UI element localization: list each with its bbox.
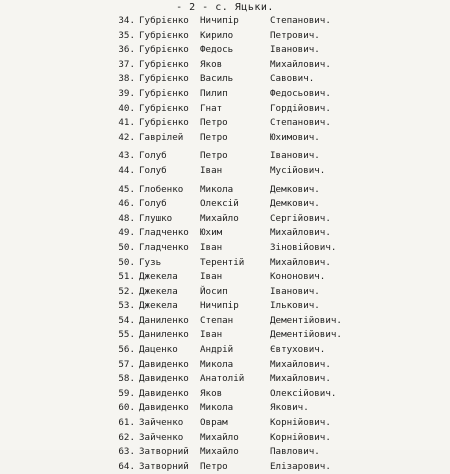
row-number: 53. <box>118 300 135 312</box>
list-row <box>0 58 450 73</box>
given-name: Федось <box>200 44 234 56</box>
row-number: 62. <box>118 431 135 443</box>
list-row <box>0 358 450 373</box>
surname: Затворний <box>139 460 189 472</box>
list-row <box>0 241 450 256</box>
surname: Голуб <box>139 164 167 176</box>
patronymic: Ількович. <box>270 300 320 312</box>
surname: Губрієнко <box>139 87 189 99</box>
surname: Зайченко <box>139 431 184 443</box>
patronymic: Петрович. <box>270 29 320 41</box>
given-name: Петро <box>200 117 228 129</box>
given-name: Терентій <box>200 256 245 268</box>
list-row <box>0 102 450 117</box>
patronymic: Корнійович. <box>270 431 331 443</box>
surname: Затворний <box>139 446 189 458</box>
given-name: Іван <box>200 241 223 253</box>
surname: Давиденко <box>139 387 189 399</box>
row-number: 50. <box>118 256 135 268</box>
given-name: Йосип <box>200 285 228 297</box>
given-name: Гнат <box>200 102 223 114</box>
list-row <box>0 401 450 416</box>
patronymic: Елізарович. <box>270 460 331 472</box>
row-number: 48. <box>118 212 135 224</box>
patronymic: Іванович. <box>270 150 320 162</box>
patronymic: Олексійович. <box>270 387 337 399</box>
patronymic: Зіновійович. <box>270 241 337 253</box>
row-number: 45. <box>118 183 135 195</box>
row-number: 59. <box>118 387 135 399</box>
list-row <box>0 164 450 179</box>
surname: Джекела <box>139 271 178 283</box>
surname: Голуб <box>139 198 167 210</box>
given-name: Іван <box>200 271 223 283</box>
row-number: 49. <box>118 227 135 239</box>
page-header: - 2 - с. Яцьки. <box>176 2 274 13</box>
patronymic: Михайлович. <box>270 227 331 239</box>
row-number: 39. <box>118 87 135 99</box>
given-name: Микола <box>200 183 234 195</box>
row-number: 34. <box>118 15 135 26</box>
patronymic: Демкович. <box>270 183 320 195</box>
row-number: 37. <box>118 58 135 70</box>
given-name: Іван <box>200 164 223 176</box>
list-row <box>0 14 450 29</box>
name-list <box>0 14 450 474</box>
surname: Давиденко <box>139 402 189 414</box>
surname: Голуб <box>139 150 167 162</box>
patronymic: Євтухович. <box>270 344 326 356</box>
surname: Давиденко <box>139 373 189 385</box>
given-name: Микола <box>200 358 234 370</box>
given-name: Кирило <box>200 29 234 41</box>
given-name: Микола <box>200 402 234 414</box>
row-number: 35. <box>118 29 135 41</box>
row-number: 58. <box>118 373 135 385</box>
surname: Джекела <box>139 285 178 297</box>
given-name: Степан <box>200 314 234 326</box>
list-row <box>0 460 450 474</box>
patronymic: Михайлович. <box>270 373 331 385</box>
given-name: Ничипір <box>200 300 239 312</box>
row-number: 64. <box>118 460 135 472</box>
given-name: Петро <box>200 150 228 162</box>
row-number: 43. <box>118 150 135 162</box>
row-number: 56. <box>118 344 135 356</box>
row-number: 40. <box>118 102 135 114</box>
list-row <box>0 226 450 241</box>
surname: Джекела <box>139 300 178 312</box>
given-name: Оврам <box>200 417 228 429</box>
list-row <box>0 285 450 300</box>
surname: Гузь <box>139 256 162 268</box>
given-name: Іван <box>200 329 223 341</box>
list-row <box>0 197 450 212</box>
given-name: Михайло <box>200 212 239 224</box>
row-number: 51. <box>118 271 135 283</box>
surname: Губрієнко <box>139 73 189 85</box>
list-row <box>0 43 450 58</box>
patronymic: Корнійович. <box>270 417 331 429</box>
row-number: 52. <box>118 285 135 297</box>
list-row <box>0 445 450 460</box>
patronymic: Гордійович. <box>270 102 331 114</box>
given-name: Василь <box>200 73 234 85</box>
given-name: Петро <box>200 460 228 472</box>
given-name: Михайло <box>200 446 239 458</box>
patronymic: Кононович. <box>270 271 326 283</box>
row-number: 44. <box>118 164 135 176</box>
surname: Даниленко <box>139 329 189 341</box>
list-row <box>0 372 450 387</box>
patronymic: Михайлович. <box>270 256 331 268</box>
surname: Глобенко <box>139 183 184 195</box>
row-number: 54. <box>118 314 135 326</box>
patronymic: Іванович. <box>270 285 320 297</box>
surname: Давиденко <box>139 358 189 370</box>
list-row <box>0 212 450 227</box>
patronymic: Савович. <box>270 73 315 85</box>
list-row <box>0 87 450 102</box>
given-name: Олексій <box>200 198 239 210</box>
patronymic: Степанович. <box>270 117 331 129</box>
patronymic: Сергійович. <box>270 212 331 224</box>
patronymic: Якович. <box>270 402 309 414</box>
surname: Губрієнко <box>139 58 189 70</box>
given-name: Петро <box>200 131 228 143</box>
surname: Зайченко <box>139 417 184 429</box>
patronymic: Михайлович. <box>270 58 331 70</box>
given-name: Пилип <box>200 87 228 99</box>
list-row <box>0 72 450 87</box>
row-number: 55. <box>118 329 135 341</box>
given-name: Яков <box>200 387 223 399</box>
patronymic: Мусійович. <box>270 164 326 176</box>
list-row <box>0 299 450 314</box>
list-row <box>0 328 450 343</box>
list-row <box>0 29 450 44</box>
list-row <box>0 431 450 446</box>
row-number: 38. <box>118 73 135 85</box>
list-row <box>0 343 450 358</box>
row-number: 41. <box>118 117 135 129</box>
list-row <box>0 270 450 285</box>
surname: Даценко <box>139 344 178 356</box>
given-name: Анатолій <box>200 373 245 385</box>
surname: Губрієнко <box>139 117 189 129</box>
row-number: 57. <box>118 358 135 370</box>
row-number: 42. <box>118 131 135 143</box>
surname: Гладченко <box>139 227 189 239</box>
patronymic: Дементійович. <box>270 329 342 341</box>
given-name: Яков <box>200 58 223 70</box>
row-number: 46. <box>118 198 135 210</box>
list-row <box>0 387 450 402</box>
patronymic: Демкович. <box>270 198 320 210</box>
row-number: 36. <box>118 44 135 56</box>
given-name: Ничипір <box>200 15 239 26</box>
surname: Глушко <box>139 212 173 224</box>
list-row <box>0 149 450 164</box>
given-name: Юхим <box>200 227 223 239</box>
list-row <box>0 131 450 146</box>
patronymic: Степанович. <box>270 15 331 26</box>
surname: Губрієнко <box>139 29 189 41</box>
list-row <box>0 116 450 131</box>
list-row <box>0 314 450 329</box>
surname: Губрієнко <box>139 102 189 114</box>
list-row <box>0 416 450 431</box>
surname: Гладченко <box>139 241 189 253</box>
row-number: 61. <box>118 417 135 429</box>
surname: Гаврілей <box>139 131 184 143</box>
row-number: 60. <box>118 402 135 414</box>
surname: Даниленко <box>139 314 189 326</box>
patronymic: Юхимович. <box>270 131 320 143</box>
given-name: Андрій <box>200 344 234 356</box>
list-row <box>0 183 450 198</box>
patronymic: Дементійович. <box>270 314 342 326</box>
patronymic: Михайлович. <box>270 358 331 370</box>
surname: Губрієнко <box>139 44 189 56</box>
patronymic: Іванович. <box>270 44 320 56</box>
row-number: 50. <box>118 241 135 253</box>
row-number: 63. <box>118 446 135 458</box>
surname: Губрієнко <box>139 15 189 26</box>
list-row <box>0 256 450 271</box>
given-name: Михайло <box>200 431 239 443</box>
patronymic: Федосьович. <box>270 87 331 99</box>
patronymic: Павлович. <box>270 446 320 458</box>
